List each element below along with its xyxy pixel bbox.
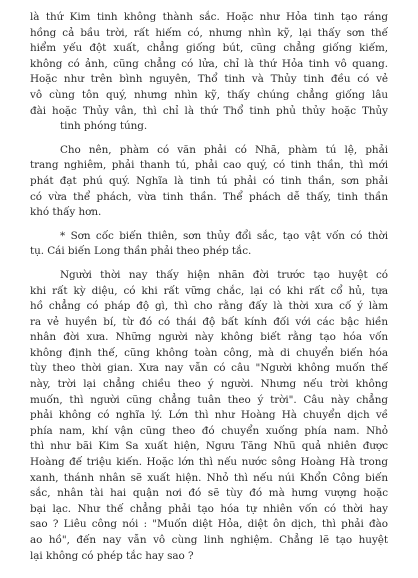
text-line: thì như bãi Kim Sa xuất hiện, Ngưu Tăng Nhũ quả nhiên được bbox=[30, 440, 388, 453]
paragraph-1 bbox=[30, 10, 388, 135]
text-line: Hoặc như trên bình nguyên, Thổ tinh và Thủy tinh đều có vẻ bbox=[30, 73, 388, 86]
text-line: sắc, nhân tài hai quận nơi đó sẽ tùy đó mà hưng vượng hoặc bbox=[30, 487, 388, 500]
text-line: hồ chẳng có pháp độ gì, thì cho rằng đấy là thời xưa cố ý làm bbox=[30, 300, 388, 313]
paragraph-gap bbox=[30, 221, 388, 229]
text-line: muốn, thì người cũng chẳng tuân theo ý trời". Câu này chẳng bbox=[30, 393, 388, 406]
text-line: sao ? Liêu công nói : "Muốn diệt Hỏa, diệt ôn dịch, thì phải đào bbox=[30, 518, 388, 531]
text-line: hiểm yếu đột xuất, chẳng giống bút, cũng chẳng giống kiếm, bbox=[30, 42, 388, 55]
text-line: phát đạt phú quý. Nghĩa là tinh tú phải có tinh thần, sơn phải bbox=[30, 174, 388, 187]
text-line: Cho nên, phàm có văn phải có Nhã, phàm tú lệ, phải bbox=[60, 143, 388, 156]
text-line: nhân đời xưa. Những người này không biết rằng tạo hóa vốn bbox=[30, 331, 388, 344]
text-line: trang nghiêm, phải thanh tú, phải cao quý, có tinh thần, thì mới bbox=[30, 159, 388, 172]
text-line: ao hồ", đến nay vẫn vô cùng linh nghiệm. Chẳng lẽ tạo huyệt bbox=[30, 534, 388, 546]
text-line: đài hoặc Thủy vân, thì chỉ là thứ Thổ tinh phủ thủy hoặc Thủy bbox=[30, 104, 388, 117]
paragraph-gap bbox=[30, 260, 388, 268]
text-line: có vừa thể phách, vừa tinh thần. Thể phách dễ thấy, tinh thần bbox=[30, 190, 388, 203]
text-line: hồng cả bầu trời, rất hiếm có, nhưng nhìn kỹ, lại thấy sơn thế bbox=[30, 26, 388, 39]
text-line: phải không có nghĩa lý. Lớn thì như Hoàng Hà chuyển dịch về bbox=[30, 409, 388, 422]
paragraph-gap bbox=[30, 135, 388, 143]
text-line: khi rất kỳ diệu, có khi rất vững chắc, lại có khi rất cổ hủ, tựa bbox=[30, 284, 388, 297]
text-line: không có ảnh, cũng chẳng có lửa, chỉ là thứ Hỏa tinh vô quang. bbox=[30, 57, 388, 70]
text-line: ra vẻ huyền bí, từ đó có thái độ bất kính đối với các bậc hiền bbox=[30, 315, 388, 328]
text-line: Hoàng đế triệu kiến. Hoặc lớn thì nếu nước sông Hoàng Hà trong bbox=[30, 456, 388, 469]
paragraph-4 bbox=[30, 268, 388, 564]
paragraph-2 bbox=[30, 143, 388, 221]
text-line: không định thế, cũng không toàn công, mà di chuyển biến hóa bbox=[30, 346, 388, 359]
paragraph-3 bbox=[30, 229, 388, 260]
text-line: là thứ Kim tinh không thành sắc. Hoặc như Hỏa tinh tạo ráng bbox=[30, 11, 388, 23]
text-line: tùy theo thời gian. Xưa nay vẫn có câu "Người không muốn thế bbox=[30, 362, 388, 375]
text-line: phía nam, khí vận cũng theo đó chuyển xuống phía nam. Nhỏ bbox=[30, 424, 388, 437]
text-line: tụ. Cái biến Long thần phải theo phép tắc. bbox=[30, 245, 252, 258]
text-line: * Sơn cốc biến thiên, sơn thủy đổi sắc, tạo vật vốn có thời bbox=[60, 229, 388, 242]
text-line: tinh phóng túng. bbox=[60, 120, 148, 133]
text-line: khó thấy hơn. bbox=[30, 206, 102, 219]
text-line: xanh, thánh nhân sẽ xuất hiện. Nhỏ thì nếu núi Khổn Công biến bbox=[30, 471, 388, 484]
text-line: Người thời nay thấy hiện nhãn đời trước tạo huyệt có bbox=[60, 268, 388, 281]
text-line: bại lạc. Như thế chẳng phải tạo hóa tự nhiên vốn có thời hay bbox=[30, 502, 388, 515]
text-line: vô cùng tôn quý, nhưng nhìn kỹ, thấy chúng chẳng giống lâu bbox=[30, 88, 388, 101]
text-line: lại không có phép tắc hay sao ? bbox=[30, 549, 194, 562]
text-line: này, trời lại chẳng chiều theo ý người. Nhưng nếu trời không bbox=[30, 378, 388, 391]
